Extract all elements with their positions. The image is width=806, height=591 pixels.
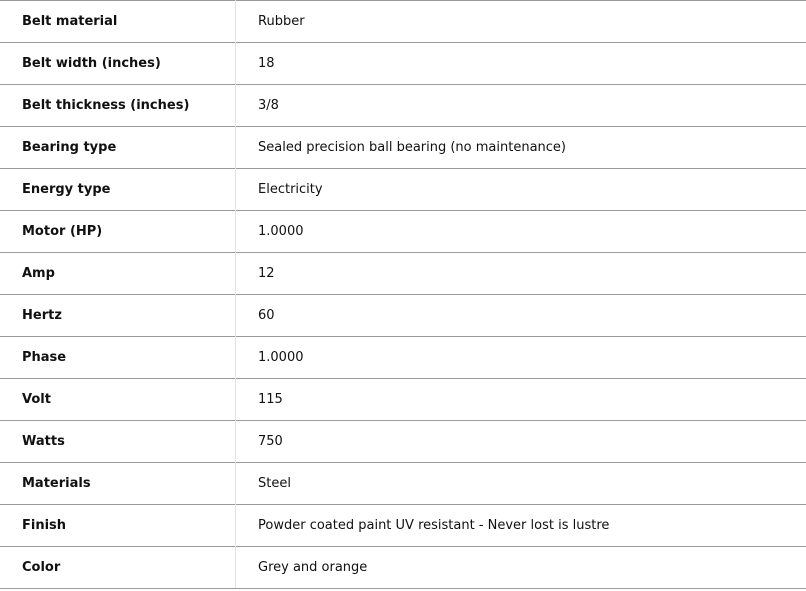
spec-label: Motor (HP) — [0, 211, 236, 253]
spec-value: Electricity — [236, 169, 806, 211]
spec-value: 3/8 — [236, 85, 806, 127]
table-row — [0, 337, 806, 379]
table-row — [0, 505, 806, 547]
spec-value: 1.0000 — [236, 211, 806, 253]
spec-label: Amp — [0, 253, 236, 295]
table-row — [0, 43, 806, 85]
spec-value: 60 — [236, 295, 806, 337]
spec-label: Bearing type — [0, 127, 236, 169]
spec-value: Sealed precision ball bearing (no maintenance) — [236, 127, 806, 169]
spec-label: Materials — [0, 463, 236, 505]
table-row — [0, 295, 806, 337]
table-row — [0, 1, 806, 43]
spec-label: Finish — [0, 505, 236, 547]
table-row — [0, 253, 806, 295]
spec-label: Belt thickness (inches) — [0, 85, 236, 127]
spec-label: Volt — [0, 379, 236, 421]
spec-label: Hertz — [0, 295, 236, 337]
table-row — [0, 169, 806, 211]
spec-value: Grey and orange — [236, 547, 806, 589]
spec-label: Energy type — [0, 169, 236, 211]
spec-value: Steel — [236, 463, 806, 505]
table-row — [0, 211, 806, 253]
spec-value: 750 — [236, 421, 806, 463]
spec-label: Phase — [0, 337, 236, 379]
spec-value: Rubber — [236, 1, 806, 43]
table-row — [0, 127, 806, 169]
spec-value: 18 — [236, 43, 806, 85]
table-row — [0, 379, 806, 421]
table-row — [0, 421, 806, 463]
spec-label: Color — [0, 547, 236, 589]
spec-value: 12 — [236, 253, 806, 295]
table-row — [0, 85, 806, 127]
spec-label: Watts — [0, 421, 236, 463]
table-row — [0, 463, 806, 505]
spec-value: 1.0000 — [236, 337, 806, 379]
table-row — [0, 547, 806, 589]
spec-label: Belt width (inches) — [0, 43, 236, 85]
spec-value: 115 — [236, 379, 806, 421]
spec-value: Powder coated paint UV resistant - Never lost is lustre — [236, 505, 806, 547]
spec-label: Belt material — [0, 1, 236, 43]
